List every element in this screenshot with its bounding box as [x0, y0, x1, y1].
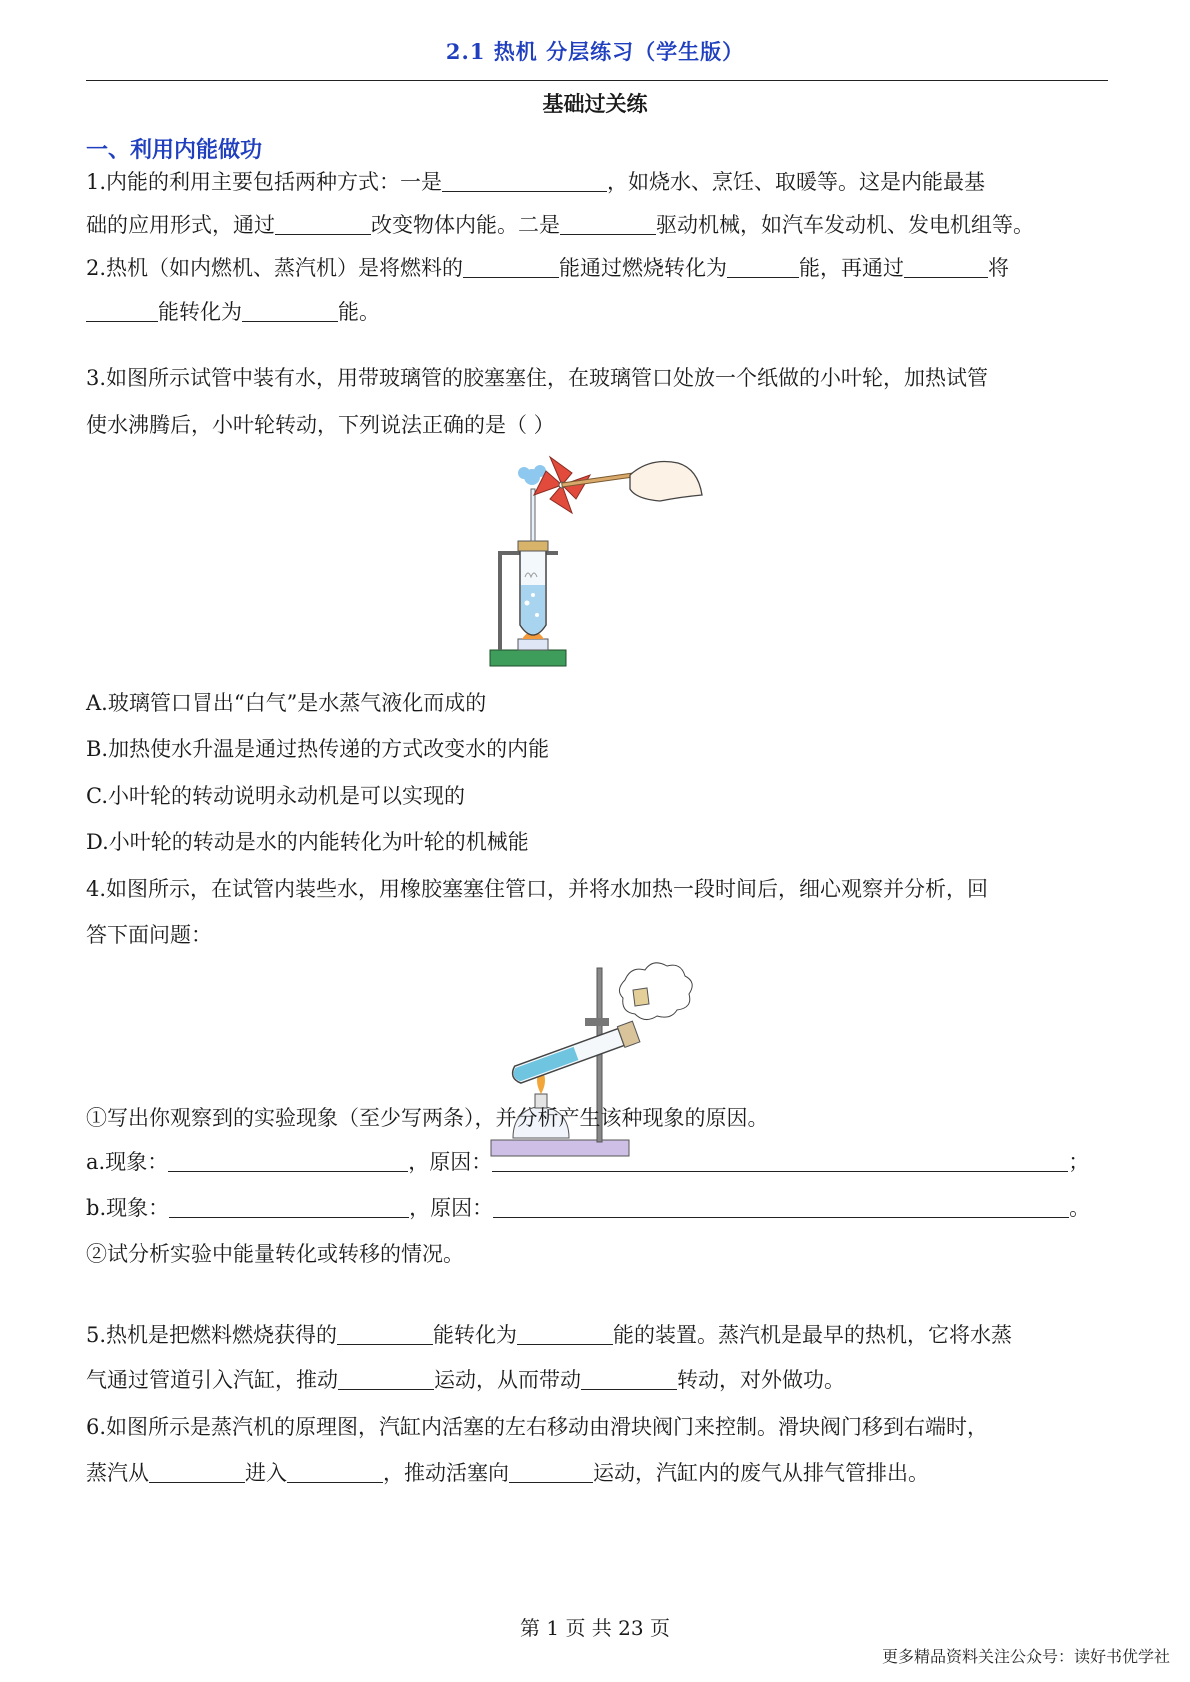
promo-footnote: 更多精品资料关注公众号：读好书优学社 [881, 1647, 1170, 1666]
q1-blank-3[interactable] [560, 212, 656, 235]
section-heading: 一、利用内能做功 [86, 137, 263, 163]
steam-cloud [619, 963, 692, 1020]
q4-b-reason-blank[interactable] [493, 1195, 1069, 1218]
page-number: 第 1 页 共 23 页 [520, 1616, 670, 1640]
q6-blank-1[interactable] [149, 1460, 245, 1483]
q6-blank-2[interactable] [287, 1460, 383, 1483]
q5-line1: 5.热机是把燃料燃烧获得的 能转化为 能的装置。蒸汽机是最早的热机，它将水蒸 [86, 1323, 1013, 1347]
q5-blank-4[interactable] [581, 1367, 677, 1390]
q4-a-phenomenon-blank[interactable] [168, 1149, 408, 1172]
glass-pipe [531, 489, 535, 541]
q3-option-c[interactable]: C.小叶轮的转动说明永动机是可以实现的 [86, 784, 465, 808]
water [521, 585, 545, 634]
q2-blank-4[interactable] [86, 299, 158, 322]
bubble [531, 593, 535, 597]
q5-blank-3[interactable] [338, 1367, 434, 1390]
stand-rod [498, 553, 502, 650]
q4-a-reason-blank[interactable] [492, 1149, 1068, 1172]
q4-sub2: ②试分析实验中能量转化或转移的情况。 [86, 1242, 464, 1266]
q2-blank-2[interactable] [727, 255, 799, 278]
q2-line2: 能转化为 能。 [86, 297, 380, 327]
q4-row-b: b.现象： ，原因： 。 [86, 1196, 1091, 1220]
q1-line2: 础的应用形式，通过 改变物体内能。二是 驱动机械，如汽车发动机、发电机组等。 [86, 213, 1034, 237]
q4-row-a: a.现象： ，原因： ； [86, 1150, 1090, 1174]
bubble [525, 601, 530, 606]
header-divider [86, 80, 1108, 81]
q4-b-phenomenon-blank[interactable] [169, 1195, 409, 1218]
rubber-stopper [518, 541, 548, 551]
q3-line1: 3.如图所示试管中装有水，用带玻璃管的胶塞塞住，在玻璃管口处放一个纸做的小叶轮，加热试管 [86, 366, 989, 390]
q6-line1: 6.如图所示是蒸汽机的原理图，汽缸内活塞的左右移动由滑块阀门来控制。滑块阀门移到右端时， [86, 1415, 989, 1439]
clamp [585, 1018, 609, 1026]
q3-option-b[interactable]: B.加热使水升温是通过热传递的方式改变水的内能 [86, 737, 550, 761]
q4-line1: 4.如图所示，在试管内装些水，用橡胶塞塞住管口，并将水加热一段时间后，细心观察并分析，回 [86, 877, 989, 901]
q6-line2: 蒸汽从 进入 ，推动活塞向 运动，汽缸内的废气从排气管排出。 [86, 1461, 929, 1485]
burner [518, 639, 548, 650]
q2-blank-1[interactable] [463, 255, 559, 278]
q4-line2: 答下面问题： [86, 923, 212, 947]
hand-icon [630, 462, 702, 502]
q6-blank-3[interactable] [509, 1460, 593, 1483]
popped-stopper [633, 988, 649, 1006]
q3-line2: 使水沸腾后，小叶轮转动，下列说法正确的是（ ） [86, 413, 555, 437]
page-title: 2.1 热机 分层练习（学生版） [445, 39, 745, 64]
q3-option-d[interactable]: D.小叶轮的转动是水的内能转化为叶轮的机械能 [86, 830, 529, 854]
stick [562, 473, 636, 487]
q5-line2: 气通过管道引入汽缸，推动 运动，从而带动 转动，对外做功。 [86, 1368, 845, 1392]
q1-blank-1[interactable] [442, 169, 607, 192]
q1-line1: 1.内能的利用主要包括两种方式：一是 ，如烧水、烹饪、取暖等。这是内能最基 [86, 170, 986, 194]
bubble [535, 613, 539, 617]
q2-blank-3[interactable] [904, 255, 988, 278]
stand-base [490, 650, 566, 666]
q2-line1: 2.热机（如内燃机、蒸汽机）是将燃料的 能通过燃烧转化为 能，再通过 将 [86, 256, 1010, 280]
q2-blank-5[interactable] [242, 299, 338, 322]
q3-option-a[interactable]: A.玻璃管口冒出“白气”是水蒸气液化而成的 [86, 691, 487, 715]
test-tube [509, 1021, 640, 1086]
q5-blank-2[interactable] [517, 1322, 613, 1345]
q4-sub1: ①写出你观察到的实验现象（至少写两条），并分析产生该种现象的原因。 [86, 1106, 769, 1130]
q1-blank-2[interactable] [275, 212, 371, 235]
pinwheel-experiment-figure [480, 455, 710, 675]
page-subtitle: 基础过关练 [542, 91, 648, 116]
test-tube-heating-figure [485, 960, 705, 1170]
q5-blank-1[interactable] [337, 1322, 433, 1345]
